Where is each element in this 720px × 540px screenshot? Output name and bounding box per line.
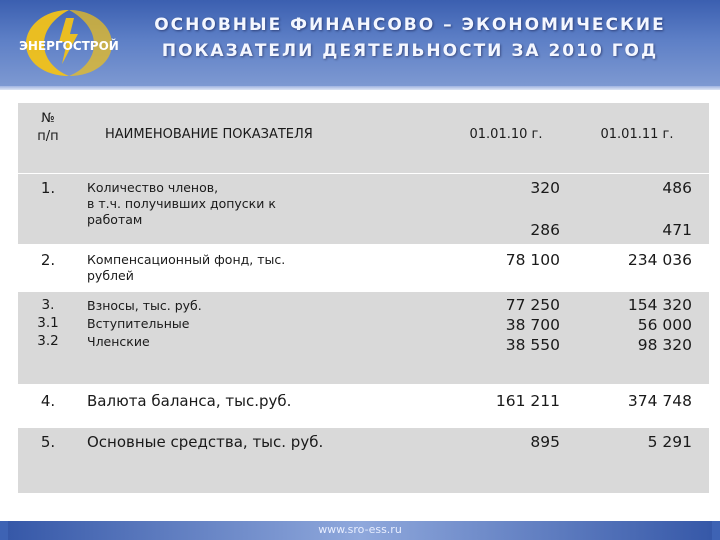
row-name	[81, 174, 436, 244]
col-header-number	[18, 103, 78, 173]
logo-text: ЭНЕРГОСТРОЙ	[19, 39, 119, 53]
row-number: 2.	[40, 251, 56, 269]
row-name-line: в т.ч. получивших допуски к	[87, 196, 276, 211]
row-value-2011	[578, 292, 696, 384]
value-line: 154 320	[627, 296, 692, 314]
page-title	[130, 12, 690, 64]
energostroy-logo	[14, 4, 124, 82]
value-line: 77 250	[505, 296, 560, 314]
value-line: 320	[530, 179, 560, 197]
header-banner	[0, 0, 720, 88]
footer-url[interactable]: www.sro-ess.ru	[318, 523, 402, 536]
row-value-2010: 78 100	[505, 251, 560, 269]
table-row	[18, 292, 709, 384]
row-value-2010: 161 211	[495, 392, 560, 410]
col-header-number-line-1: №	[41, 111, 55, 126]
row-name-line: Членские	[87, 334, 150, 349]
value-line: 286	[530, 221, 560, 239]
row-value-2011: 5 291	[647, 433, 692, 451]
value-line: 471	[662, 221, 692, 239]
row-value-2010	[448, 174, 564, 244]
value-line: 486	[662, 179, 692, 197]
row-value-2011: 234 036	[627, 251, 692, 269]
row-value-2011	[578, 174, 696, 244]
row-name-line: рублей	[87, 268, 134, 283]
row-number	[18, 292, 78, 384]
indicators-table	[18, 103, 709, 493]
value-line: 38 550	[505, 336, 560, 354]
table-row	[18, 385, 709, 427]
row-number: 5.	[40, 433, 56, 451]
row-name-line: Количество членов,	[87, 180, 219, 195]
col-header-date-2: 01.01.11 г.	[600, 127, 674, 142]
row-name-line: работам	[87, 212, 143, 227]
col-header-name: НАИМЕНОВАНИЕ ПОКАЗАТЕЛЯ	[105, 127, 313, 142]
row-number-line: 3.	[41, 297, 55, 313]
col-header-number-line-2: п/п	[37, 129, 59, 144]
table-row	[18, 245, 709, 291]
value-line: 56 000	[637, 316, 692, 334]
row-number-line: 3.1	[37, 315, 59, 331]
row-number: 4.	[40, 392, 56, 410]
row-number: 1.	[40, 179, 56, 197]
value-line: 38 700	[505, 316, 560, 334]
row-name	[81, 292, 436, 384]
row-name-line: Взносы, тыс. руб.	[87, 298, 202, 313]
value-line: 98 320	[637, 336, 692, 354]
footer-bar	[0, 521, 720, 540]
row-value-2010	[448, 292, 564, 384]
table-row	[18, 428, 709, 493]
table-header-row	[18, 103, 709, 173]
row-number-line: 3.2	[37, 333, 59, 349]
row-name-line: Вступительные	[87, 316, 190, 331]
row-name: Основные средства, тыс. руб.	[87, 433, 324, 451]
table-row	[18, 174, 709, 244]
col-header-date-1: 01.01.10 г.	[469, 127, 543, 142]
title-line-1: ОСНОВНЫЕ ФИНАНСОВО – ЭКОНОМИЧЕСКИЕ	[154, 15, 666, 35]
row-value-2010: 895	[530, 433, 560, 451]
row-name	[81, 245, 436, 291]
row-value-2011: 374 748	[627, 392, 692, 410]
row-name: Валюта баланса, тыс.руб.	[87, 392, 292, 410]
row-name-line: Компенсационный фонд, тыс.	[87, 252, 286, 267]
title-line-2: ПОКАЗАТЕЛИ ДЕЯТЕЛЬНОСТИ ЗА 2010 ГОД	[161, 41, 659, 61]
